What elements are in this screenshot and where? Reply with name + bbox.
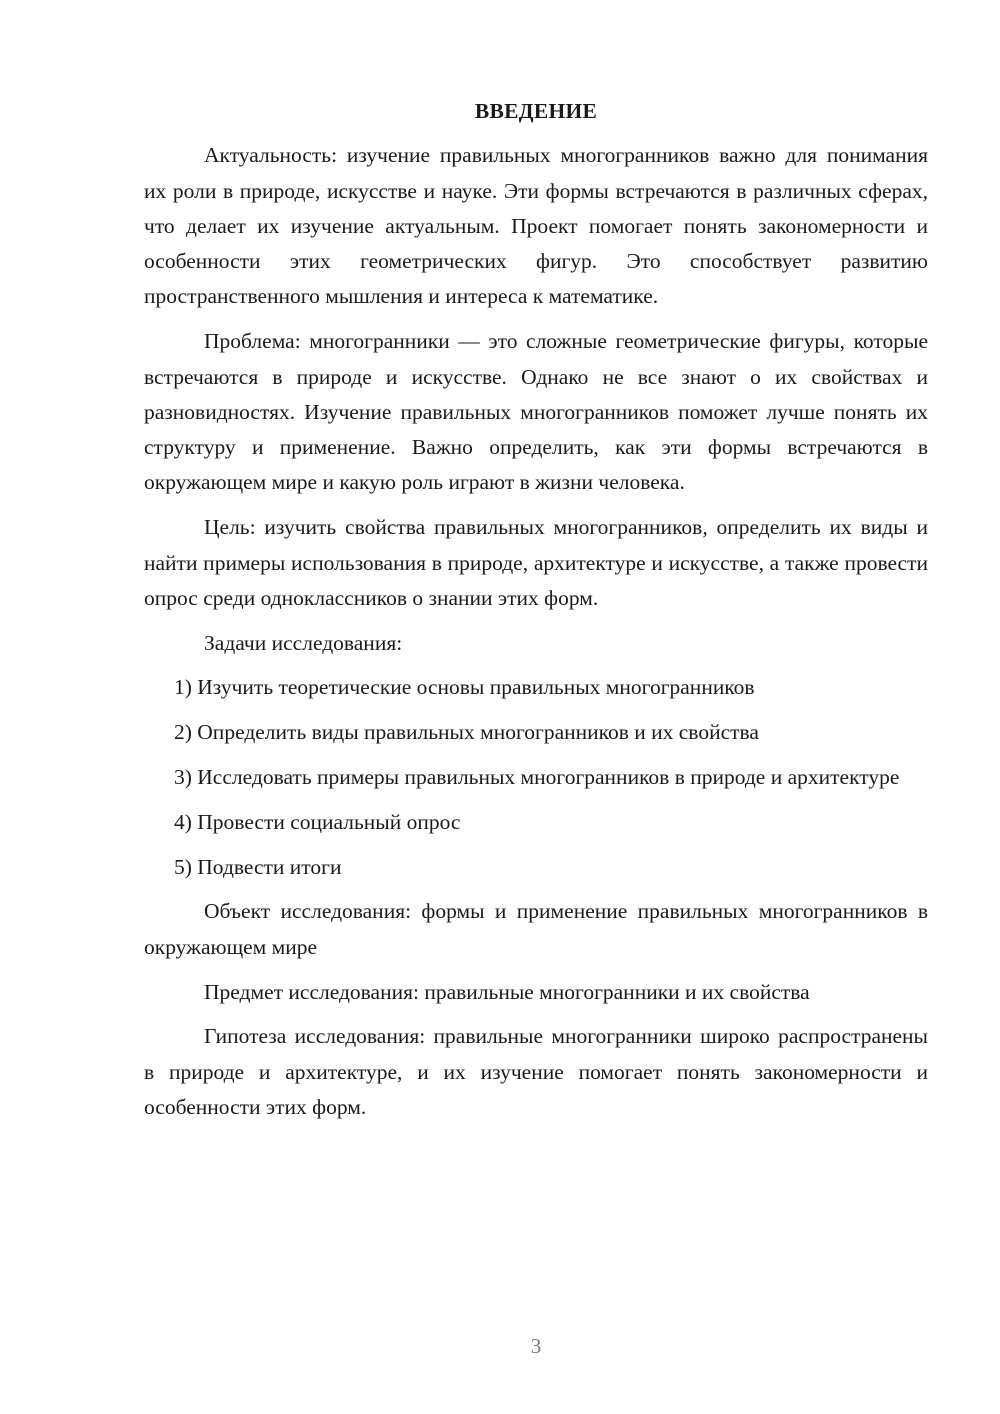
task-item-3: 3) Исследовать примеры правильных многогранников в природе и архитектуре bbox=[174, 765, 900, 790]
object-paragraph: Объект исследования: формы и применение правильных многогранников в окружающем мире bbox=[144, 899, 928, 959]
task-item-5: 5) Подвести итоги bbox=[174, 854, 342, 879]
hypothesis-paragraph: Гипотеза исследования: правильные многогранники широко распространены в природе и архитектуре, и их изучение помогает понять закономерности и особенности этих форм. bbox=[144, 1024, 928, 1119]
problem-paragraph: Проблема: многогранники — это сложные геометрические фигуры, которые встречаются в природе и искусстве. Однако не все знают о их свойствах и разновидностях. Изучение правильных многогранников поможет лучше понять их структуру и применение. Важно определить, как эти формы встречаются в окружающем мире и какую роль играют в жизни человека. bbox=[144, 329, 928, 495]
page-heading: ВВЕДЕНИЕ bbox=[474, 99, 598, 123]
goal-paragraph: Цель: изучить свойства правильных многогранников, определить их виды и найти примеры использования в природе, архитектуре и искусстве, а также провести опрос среди одноклассников о знании этих форм. bbox=[144, 515, 928, 610]
page-content bbox=[144, 94, 928, 1135]
page-number: 3 bbox=[530, 1334, 542, 1358]
task-item-4: 4) Провести социальный опрос bbox=[174, 809, 461, 834]
tasks-title: Задачи исследования: bbox=[204, 630, 403, 655]
task-item-1: 1) Изучить теоретические основы правильных многогранников bbox=[174, 675, 755, 700]
task-item-2: 2) Определить виды правильных многогранников и их свойства bbox=[174, 720, 759, 745]
subject-paragraph: Предмет исследования: правильные многогранники и их свойства bbox=[204, 979, 810, 1004]
relevance-paragraph: Актуальность: изучение правильных многогранников важно для понимания их роли в природе, искусстве и науке. Эти формы встречаются в различных сферах, что делает их изучение актуальным. Проект помогает понять закономерности и особенности этих геометрических фигур. Это способствует развитию пространственного мышления и интереса к математике. bbox=[144, 143, 928, 309]
